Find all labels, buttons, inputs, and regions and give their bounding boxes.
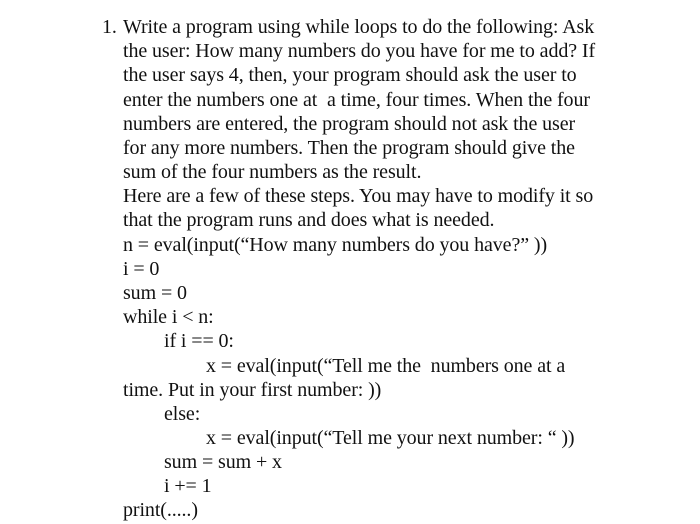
code-line: i = 0 bbox=[123, 258, 160, 280]
problem-text-line: the user says 4, then, your program should ask the user to bbox=[123, 64, 577, 86]
code-line: n = eval(input(“How many numbers do you have?” )) bbox=[123, 234, 548, 256]
problem-text-line: enter the numbers one at a time, four times. When the four bbox=[123, 89, 590, 111]
problem-text-line: Write a program using while loops to do the following: Ask bbox=[123, 16, 595, 38]
code-line: x = eval(input(“Tell me your next number: “ )) bbox=[206, 427, 575, 449]
problem-text-line: sum of the four numbers as the result. bbox=[123, 161, 422, 183]
code-line: x = eval(input(“Tell me the numbers one at a bbox=[206, 355, 566, 377]
code-line: time. Put in your first number: )) bbox=[123, 379, 382, 401]
problem-text-line: for any more numbers. Then the program should give the bbox=[123, 137, 575, 159]
code-line: i += 1 bbox=[164, 475, 212, 497]
code-line: while i < n: bbox=[123, 306, 214, 328]
code-line: print(.....) bbox=[123, 499, 198, 521]
code-line: sum = 0 bbox=[123, 282, 187, 304]
problem-text-line: that the program runs and does what is needed. bbox=[123, 209, 495, 231]
problem-text-line: the user: How many numbers do you have for me to add? If bbox=[123, 40, 596, 62]
code-line: else: bbox=[164, 403, 201, 425]
code-line: sum = sum + x bbox=[164, 451, 282, 473]
problem-text-line: numbers are entered, the program should not ask the user bbox=[123, 113, 576, 135]
problem-number: 1. bbox=[102, 16, 117, 38]
code-line: if i == 0: bbox=[164, 330, 234, 352]
problem-text-line: Here are a few of these steps. You may have to modify it so bbox=[123, 185, 594, 207]
